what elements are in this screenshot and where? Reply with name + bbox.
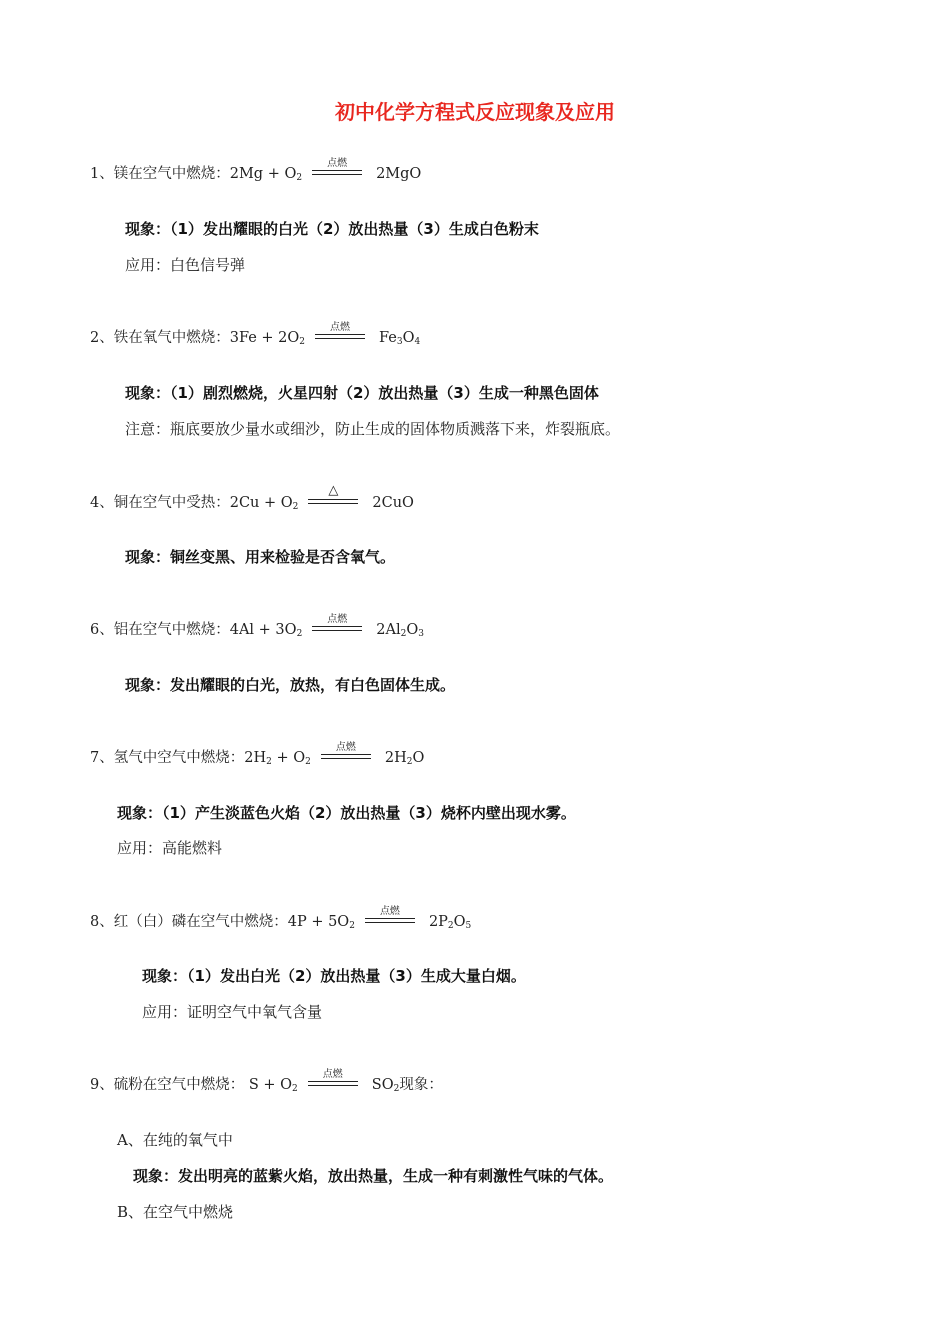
equation-heading: 1、镁在空气中燃烧： <box>90 166 230 182</box>
reactants: $4Al + 3O_2$ <box>229 622 303 639</box>
products: $2Al_2O_3$ <box>376 622 424 639</box>
application-text: 应用：高能燃料 <box>117 839 223 857</box>
reactants: $2Cu + O_2$ <box>229 495 299 512</box>
equation-heading: 9、硫粉在空气中燃烧： <box>90 1077 245 1093</box>
products: 2MgO <box>376 166 422 182</box>
heat-triangle-icon: △ <box>328 483 339 498</box>
phenomenon-text: 现象：发出耀眼的白光，放热，有白色固体生成。 <box>125 676 456 694</box>
equation-heading: 2、铁在氧气中燃烧： <box>90 330 230 346</box>
phenomenon-text: 现象：铜丝变黑、用来检验是否含氧气。 <box>125 548 396 566</box>
phenomenon-text: 现象：（1）发出白光（2）放出热量（3）生成大量白烟。 <box>142 967 526 985</box>
note-text: 注意：瓶底要放少量水或细沙，防止生成的固体物质溅落下来，炸裂瓶底。 <box>125 420 621 438</box>
products: $2H_2O$ <box>384 750 425 767</box>
reactants: $4P + 5O_2$ <box>287 914 355 931</box>
reaction-condition: 点燃 <box>315 322 365 342</box>
reaction-condition <box>308 483 358 507</box>
subcase-label: A、在纯的氧气中 <box>117 1131 233 1149</box>
reactants: $2H_2 + O_2$ <box>244 750 311 767</box>
products: 2CuO <box>372 495 414 511</box>
reactants: $3Fe + 2O_2$ <box>229 330 306 347</box>
products: $SO_2$现象： <box>371 1077 443 1094</box>
reactants: $2Mg + O_2$ <box>229 166 303 183</box>
reactants: $S + O_2$ <box>244 1077 298 1094</box>
reaction-condition: 点燃 <box>308 1069 358 1089</box>
reaction-condition: 点燃 <box>321 742 371 762</box>
phenomenon-text: 现象：（1）产生淡蓝色火焰（2）放出热量（3）烧杯内壁出现水雾。 <box>117 804 576 822</box>
equation-heading: 8、红（白）磷在空气中燃烧： <box>90 914 288 930</box>
equation-sulfur <box>90 1069 443 1099</box>
application-text: 应用：证明空气中氧气含量 <box>142 1003 323 1021</box>
equation-iron <box>90 322 420 352</box>
equation-heading: 7、氢气中空气中燃烧： <box>90 750 245 766</box>
application-text: 应用：白色信号弹 <box>125 256 246 274</box>
products: $Fe_3O_4$ <box>379 330 421 347</box>
reaction-condition: 点燃 <box>312 158 362 178</box>
reaction-condition: 点燃 <box>365 906 415 926</box>
equation-hydrogen <box>90 742 424 772</box>
phenomenon-text: 现象：发出明亮的蓝紫火焰，放出热量，生成一种有刺激性气味的气体。 <box>133 1167 614 1185</box>
equation-heading: 4、铜在空气中受热： <box>90 495 230 511</box>
phenomenon-text: 现象：（1）剧烈燃烧，火星四射（2）放出热量（3）生成一种黑色固体 <box>125 384 599 402</box>
subcase-label: B、在空气中燃烧 <box>117 1203 234 1221</box>
page-title: 初中化学方程式反应现象及应用 <box>335 100 615 124</box>
equation-copper <box>90 483 414 517</box>
equation-heading: 6、铝在空气中燃烧： <box>90 622 230 638</box>
products: $2P_2O_5$ <box>428 914 472 931</box>
equation-magnesium <box>90 158 421 188</box>
equation-phosphorus <box>90 906 471 936</box>
equation-aluminum <box>90 614 424 644</box>
reaction-condition: 点燃 <box>312 614 362 634</box>
phenomenon-text: 现象：（1）发出耀眼的白光（2）放出热量（3）生成白色粉末 <box>125 220 539 238</box>
